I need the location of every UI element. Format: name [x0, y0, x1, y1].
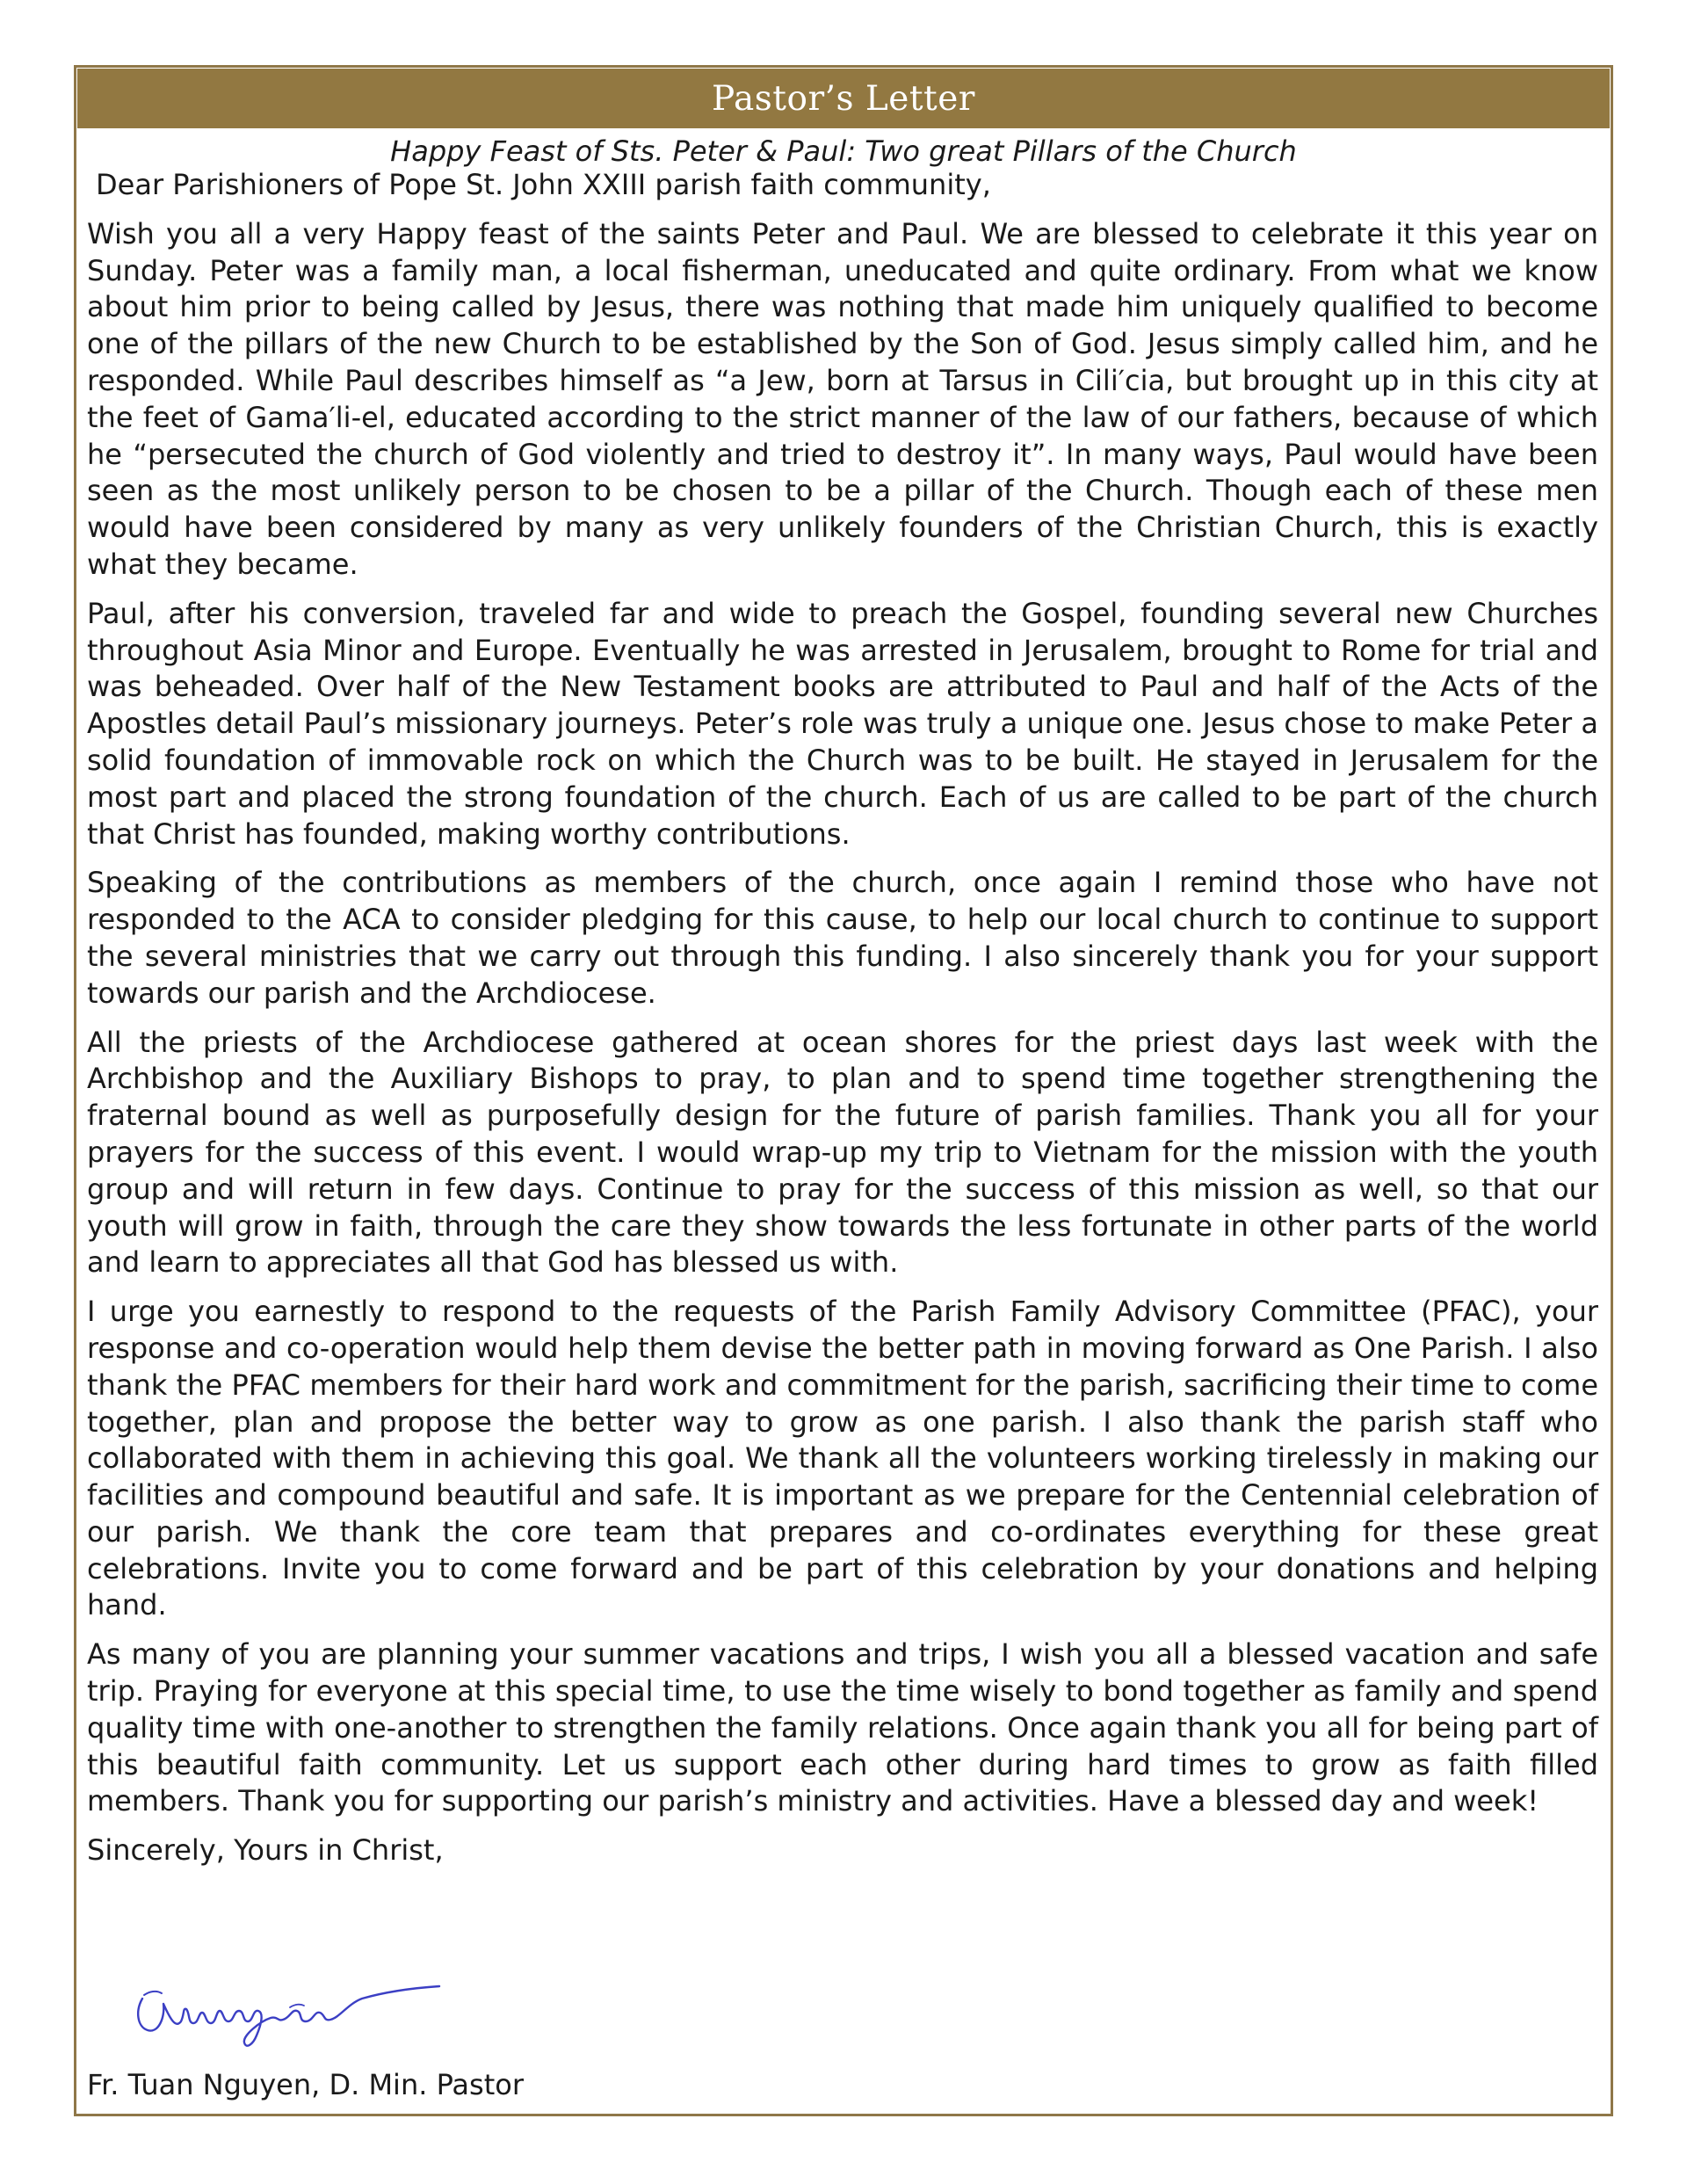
letter-paragraph: Speaking of the contributions as members of the church, once again I remind those who have not responded to the ACA to consider pledging for this cause, to help our local church to continue to support the several ministries that we carry out through this funding. I also sincerely thank you for your support towards our parish and the Archdiocese. [87, 866, 1598, 1010]
letter-closing: Sincerely, Yours in Christ, [87, 1833, 444, 1868]
letter-paragraph: As many of you are planning your summer vacations and trips, I wish you all a blessed vacation and safe trip. Praying for everyone at this special time, to use the time wisely to bond together as family and spend quality time with one-another to strengthen the family relations. Once again thank you all for being part of this beautiful faith community. Let us support each other during hard times to grow as faith filled members. Thank you for supporting our parish’s ministry and activities. Have a blessed day and week! [87, 1637, 1598, 1818]
letter-paragraph: Paul, after his conversion, traveled far and wide to preach the Gospel, founding several new Churches throughout Asia Minor and Europe. Eventually he was arrested in Jerusalem, brought to Rome for trial and was beheaded. Over half of the New Testament books are attributed to Paul and half of the Acts of the Apostles detail Paul’s missionary journeys. Peter’s role was truly a unique one. Jesus chose to make Peter a solid foundation of immovable rock on which the Church was to be built. He stayed in Jerusalem for the most part and placed the strong foundation of the church. Each of us are called to be part of the church that Christ has founded, making worthy contributions. [87, 596, 1598, 851]
letter-greeting: Dear Parishioners of Pope St. John XXIII parish faith community, [96, 168, 991, 201]
letter-paragraph: All the priests of the Archdiocese gathered at ocean shores for the priest days last week with the Archbishop and the Auxiliary Bishops to pray, to plan and to spend time together strengthening the fraternal bound as well as purposefully design for the future of parish families. Thank you all for your prayers for the success of this event. I would wrap-up my trip to Vietnam for the mission with the youth group and will return in few days. Continue to pray for the success of this mission as well, so that our youth will grow in faith, through the care they show towards the less fortunate in other parts of the world and learn to appreciates all that God has blessed us with. [87, 1025, 1598, 1280]
letter-paragraph: I urge you earnestly to respond to the requests of the Parish Family Advisory Committee (PFAC), your response and co-operation would help them devise the better path in moving forward as One Parish. I also thank the PFAC members for their hard work and commitment for the parish, sacrificing their time to come together, plan and propose the better way to grow as one parish. I also thank the parish staff who collaborated with them in achieving this goal. We thank all the volunteers working tirelessly in making our facilities and compound beautiful and safe. It is important as we prepare for the Centennial celebration of our parish. We thank the core team that prepares and co-ordinates everything for these great celebrations. Invite you to come forward and be part of this celebration by your donations and helping hand. [87, 1295, 1598, 1622]
letter-paragraph: Wish you all a very Happy feast of the saints Peter and Paul. We are blessed to celebrate it this year on Sunday. Peter was a family man, a local fisherman, uneducated and quite ordinary. From what we know about him prior to being called by Jesus, there was nothing that made him uniquely qualified to become one of the pillars of the new Church to be established by the Son of God. Jesus simply called him, and he responded. While Paul describes himself as “a Jew, born at Tarsus in Cili′cia, but brought up in this city at the feet of Gama′li-el, educated according to the strict manner of the law of our fathers, because of which he “persecuted the church of God violently and tried to destroy it”. In many ways, Paul would have been seen as the most unlikely person to be chosen to be a pillar of the Church. Though each of these men would have been considered by many as very unlikely founders of the Christian Church, this is exactly what they became. [87, 216, 1598, 581]
signature-image [132, 1969, 448, 2065]
page-title: Pastor’s Letter [712, 78, 975, 119]
header-bar [77, 69, 1610, 128]
signer-name: Fr. Tuan Nguyen, D. Min. Pastor [87, 2068, 524, 2101]
letter-body [87, 167, 1598, 1869]
letter-subtitle: Happy Feast of Sts. Peter & Paul: Two great Pillars of the Church [390, 134, 1297, 168]
